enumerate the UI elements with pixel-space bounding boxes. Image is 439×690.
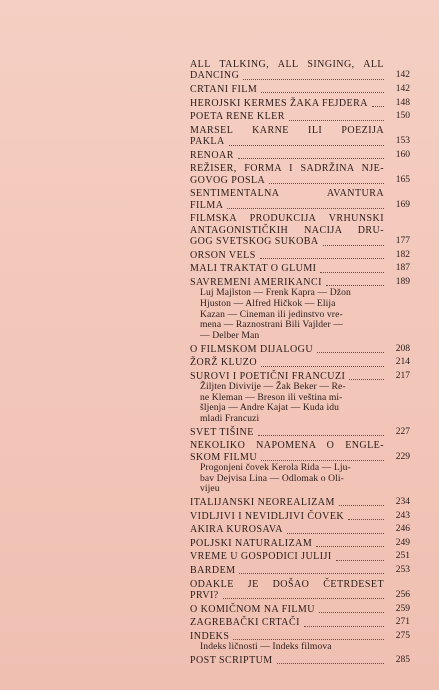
dot-leader: [277, 663, 384, 664]
toc-entry: [190, 250, 410, 261]
toc-entry: [190, 655, 410, 666]
dot-leader: [323, 245, 384, 246]
toc-entry-title-line: GOVOG POSLA: [190, 174, 266, 186]
toc-entry: [190, 497, 410, 508]
toc-entry-title-line: CRTANI FILM: [190, 84, 258, 95]
toc-entry: [190, 111, 410, 122]
toc-entry: [190, 631, 410, 653]
toc-page-number: 249: [395, 537, 410, 548]
toc-page-number: 187: [395, 263, 410, 274]
toc-entry: [190, 511, 410, 522]
dot-leader: [304, 626, 384, 627]
dot-leader: [258, 435, 384, 436]
toc-entry-subtopics: [190, 642, 410, 653]
dot-leader: [349, 379, 384, 380]
toc-entry-title-line: MALI TRAKTAT O GLUMI: [190, 263, 317, 275]
toc-entry-title-line: MARSEL KARNE ILI POEZIJA: [190, 124, 384, 136]
dot-leader: [239, 573, 384, 574]
toc-page-number: 148: [395, 97, 410, 108]
toc-entry: [190, 617, 410, 628]
subtopic-line: Luj Majlston — Frenk Kapra — Džon: [200, 287, 351, 299]
toc-entry-title-line: DANCING: [190, 70, 240, 82]
table-of-contents: [190, 59, 410, 669]
dot-leader: [260, 258, 384, 259]
dot-leader: [223, 598, 384, 599]
toc-page-number: 214: [395, 357, 410, 368]
toc-entry: [190, 344, 410, 355]
toc-entry: [190, 357, 410, 368]
toc-entry-title-line: ANTAGONISTIČKIH NACIJA DRU-: [190, 224, 384, 236]
toc-entry-title-line: RENOAR: [190, 149, 234, 161]
toc-page-number: 189: [395, 276, 410, 287]
toc-entry-title-line: VIDLJIVI I NEVIDLJIVI ČOVEK: [190, 510, 345, 522]
toc-entry-subtopics: [190, 463, 410, 495]
toc-entry: [190, 277, 410, 341]
subtopic-line: Žiljten Divivije — Žak Beker — Re-: [200, 381, 346, 393]
subtopic-line: bav Dejvisa Lina — Odlomak o Oli-: [200, 472, 344, 484]
toc-entry-title-line: FILMSKA PRODUKCIJA VRHUNSKI: [190, 213, 384, 225]
toc-page-number: 259: [395, 603, 410, 614]
toc-entry-title-line: ITALIJANSKI NEOREALIZAM: [190, 497, 335, 509]
toc-entry: [190, 84, 410, 95]
toc-entry-title-line: ORSON VELS: [190, 249, 256, 261]
toc-entry-title-line: FILMA: [190, 199, 224, 211]
toc-page-number: 177: [395, 236, 410, 247]
toc-entry: [190, 427, 410, 438]
subtopic-line: Hjuston — Alfred Hičkok — Elija: [200, 297, 336, 309]
toc-page-number: 142: [395, 70, 410, 81]
dot-leader: [319, 612, 384, 613]
toc-entry: [190, 524, 410, 535]
dot-leader: [326, 285, 384, 286]
toc-entry-subtopics: [190, 382, 410, 424]
dot-leader: [227, 208, 384, 209]
subtopic-line: mladi Francuzi: [200, 412, 260, 424]
subtopic-line: — Delber Man: [200, 329, 260, 341]
toc-entry: [190, 538, 410, 549]
toc-entry-title-line: SVET TIŠINE: [190, 426, 254, 438]
toc-page-number: 150: [395, 111, 410, 122]
dot-leader: [233, 639, 384, 640]
dot-leader: [261, 460, 384, 461]
dot-leader: [269, 183, 384, 184]
toc-entry: [190, 371, 410, 425]
toc-page-number: 251: [395, 551, 410, 562]
toc-page-number: 142: [395, 84, 410, 94]
dot-leader: [348, 519, 384, 520]
dot-leader: [336, 560, 384, 561]
toc-entry-title-line: PRVI?: [190, 590, 219, 602]
toc-entry: [190, 59, 410, 82]
subtopic-line: šljenja — Andre Kajat — Kuda idu: [200, 402, 340, 414]
toc-entry-title-line: ŽORŽ KLUZO: [190, 357, 257, 369]
toc-entry: [190, 163, 410, 186]
toc-entry: [190, 150, 410, 161]
toc-entry-title-line: SKOM FILMU: [190, 451, 258, 463]
dot-leader: [238, 158, 384, 159]
toc-entry-title-line: REŽISER, FORMA I SADRŽINA NJE-: [190, 163, 384, 175]
toc-page-number: 160: [395, 149, 410, 160]
toc-entry-title-line: HEROJSKI KERMES ŽAKA FEJDERA: [190, 97, 368, 109]
dot-leader: [261, 366, 384, 367]
toc-page-number: 169: [395, 199, 410, 210]
dot-leader: [316, 546, 384, 547]
toc-entry-title-line: POLJSKI NATURALIZAM: [190, 537, 313, 549]
toc-entry: [190, 551, 410, 562]
toc-page-number: 165: [395, 174, 410, 185]
toc-entry-title-line: GOG SVETSKOG SUKOBA: [190, 236, 319, 248]
toc-entry-title-line: ZAGREBAČKI CRTAČI: [190, 617, 300, 629]
toc-entry: [190, 263, 410, 274]
subtopic-line: Progonjeni čovek Kerola Rida — Lju-: [200, 462, 351, 474]
dot-leader: [339, 505, 384, 506]
toc-entry-title-line: AKIRA KUROSAVA: [190, 524, 283, 536]
toc-page-number: 285: [395, 655, 410, 665]
toc-page-number: 246: [395, 524, 410, 535]
toc-page-number: 243: [395, 510, 410, 521]
subtopic-line: Kazan — Cineman ili jedinstvo vre-: [200, 308, 343, 320]
toc-entry-title-line: SUROVI I POETIČNI FRANCUZI: [190, 370, 346, 382]
toc-entry-title-line: O FILMSKOM DIJALOGU: [190, 343, 313, 355]
toc-entry-title-line: INDEKS: [190, 630, 230, 642]
toc-page-number: 253: [395, 565, 410, 576]
toc-entry: [190, 125, 410, 148]
toc-entry: [190, 188, 410, 211]
toc-entry-title-line: POST SCRIPTUM: [190, 655, 273, 666]
dot-leader: [372, 106, 384, 107]
toc-entry-title-line: BARDEM: [190, 565, 236, 577]
toc-page-number: 234: [395, 497, 410, 508]
toc-entry: [190, 579, 410, 602]
dot-leader: [289, 120, 384, 121]
subtopic-line: vijeu: [200, 483, 220, 495]
toc-entry: [190, 98, 410, 109]
toc-entry-title-line: VREME U GOSPODICI JULIJI: [190, 551, 332, 563]
toc-page-number: 256: [395, 590, 410, 601]
toc-entry: [190, 440, 410, 495]
toc-entry-title-line: ODAKLE JE DOŠAO ČETRDESET: [190, 578, 384, 590]
toc-entry-title-line: PAKLA: [190, 136, 225, 148]
toc-entry-title-line: SENTIMENTALNA AVANTURA: [190, 188, 384, 200]
toc-entry-title-line: SAVREMENI AMERIKANCI: [190, 276, 322, 288]
toc-entry-title-line: POETA RENE KLER: [190, 111, 285, 123]
dot-leader: [243, 79, 384, 80]
subtopic-line: Indeks ličnosti — Indeks filmova: [200, 641, 332, 653]
toc-entry-title-line: ALL TALKING, ALL SINGING, ALL: [190, 59, 384, 70]
dot-leader: [287, 533, 384, 534]
dot-leader: [261, 92, 384, 93]
toc-page-number: 229: [395, 451, 410, 462]
toc-page-number: 208: [395, 343, 410, 354]
subtopic-line: ne Kleman — Breson ili veština mi-: [200, 391, 343, 403]
subtopic-line: mena — Raznostrani Bili Vajlder —: [200, 319, 344, 331]
dot-leader: [317, 352, 384, 353]
toc-page-number: 217: [395, 370, 410, 381]
dot-leader: [229, 145, 384, 146]
toc-entry-subtopics: [190, 288, 410, 341]
toc-page-number: 182: [395, 249, 410, 260]
toc-entry: [190, 604, 410, 615]
toc-page-number: 227: [395, 426, 410, 437]
toc-page-number: 275: [395, 630, 410, 641]
toc-entry-title-line: O KOMIČNOM NA FILMU: [190, 603, 315, 615]
toc-entry: [190, 213, 410, 247]
toc-entry: [190, 565, 410, 576]
toc-page-number: 271: [395, 617, 410, 628]
toc-page-number: 153: [395, 136, 410, 147]
dot-leader: [320, 272, 384, 273]
toc-entry-title-line: NEKOLIKO NAPOMENA O ENGLE-: [190, 440, 384, 452]
